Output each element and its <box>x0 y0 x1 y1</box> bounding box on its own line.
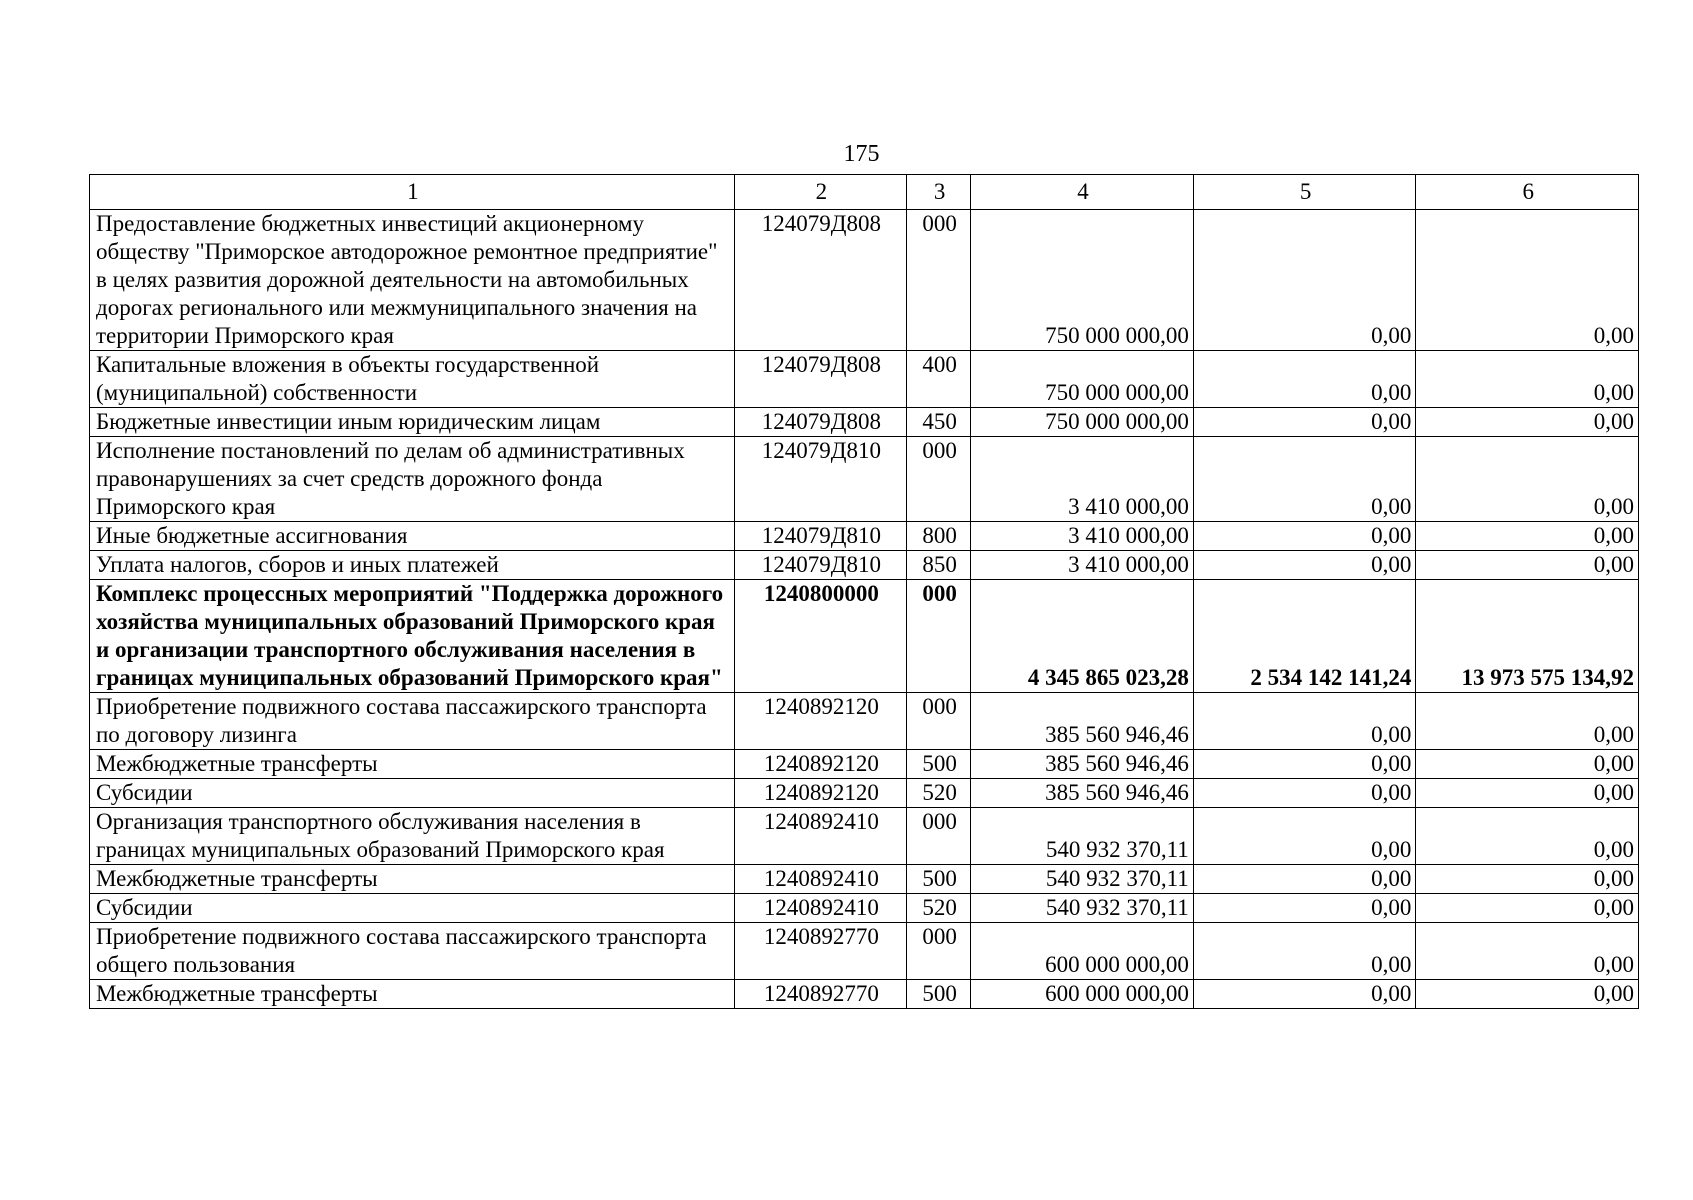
row-value-3: 0,00 <box>1416 210 1639 351</box>
row-value-3: 0,00 <box>1416 923 1639 980</box>
row-value-1: 750 000 000,00 <box>971 351 1194 408</box>
row-name: Межбюджетные трансферты <box>90 750 735 779</box>
header-col-2: 2 <box>734 175 906 210</box>
row-value-3: 0,00 <box>1416 551 1639 580</box>
row-value-1: 600 000 000,00 <box>971 923 1194 980</box>
row-value-2: 0,00 <box>1193 351 1416 408</box>
row-value-1: 600 000 000,00 <box>971 980 1194 1009</box>
row-value-3: 0,00 <box>1416 351 1639 408</box>
row-code: 1240892410 <box>734 808 906 865</box>
row-value-2: 2 534 142 141,24 <box>1193 580 1416 693</box>
row-type: 000 <box>907 580 971 693</box>
row-type: 850 <box>907 551 971 580</box>
row-value-1: 540 932 370,11 <box>971 865 1194 894</box>
row-value-2: 0,00 <box>1193 750 1416 779</box>
row-type: 400 <box>907 351 971 408</box>
row-code: 1240892410 <box>734 894 906 923</box>
table-row <box>90 408 1639 437</box>
row-name: Исполнение постановлений по делам об административных правонарушениях за счет средств дорожного фонда Приморского края <box>90 437 735 522</box>
row-name: Приобретение подвижного состава пассажирского транспорта по договору лизинга <box>90 693 735 750</box>
row-name: Субсидии <box>90 779 735 808</box>
row-value-2: 0,00 <box>1193 779 1416 808</box>
row-code: 124079Д810 <box>734 437 906 522</box>
row-value-2: 0,00 <box>1193 210 1416 351</box>
row-name: Приобретение подвижного состава пассажирского транспорта общего пользования <box>90 923 735 980</box>
row-type: 000 <box>907 923 971 980</box>
table-row <box>90 693 1639 750</box>
table-row <box>90 894 1639 923</box>
row-value-3: 0,00 <box>1416 693 1639 750</box>
row-type: 000 <box>907 693 971 750</box>
table-header-row <box>90 175 1639 210</box>
row-value-2: 0,00 <box>1193 522 1416 551</box>
row-name: Организация транспортного обслуживания населения в границах муниципальных образований Приморского края <box>90 808 735 865</box>
row-code: 124079Д810 <box>734 522 906 551</box>
row-value-3: 0,00 <box>1416 980 1639 1009</box>
row-name: Межбюджетные трансферты <box>90 980 735 1009</box>
row-type: 520 <box>907 894 971 923</box>
table-row <box>90 522 1639 551</box>
row-value-1: 385 560 946,46 <box>971 750 1194 779</box>
row-code: 124079Д808 <box>734 351 906 408</box>
row-code: 1240892120 <box>734 750 906 779</box>
row-value-1: 3 410 000,00 <box>971 551 1194 580</box>
row-value-1: 750 000 000,00 <box>971 408 1194 437</box>
row-type: 000 <box>907 808 971 865</box>
header-col-4: 4 <box>971 175 1194 210</box>
row-name: Иные бюджетные ассигнования <box>90 522 735 551</box>
row-code: 124079Д808 <box>734 210 906 351</box>
row-name: Уплата налогов, сборов и иных платежей <box>90 551 735 580</box>
row-value-1: 4 345 865 023,28 <box>971 580 1194 693</box>
table-row <box>90 210 1639 351</box>
row-name: Комплекс процессных мероприятий "Поддержка дорожного хозяйства муниципальных образований Приморского края и организации транспортного обслуживания населения в границах муниципальных образований Приморского края" <box>90 580 735 693</box>
page-number: 175 <box>843 141 880 167</box>
row-type: 520 <box>907 779 971 808</box>
row-value-2: 0,00 <box>1193 865 1416 894</box>
header-col-5: 5 <box>1193 175 1416 210</box>
table-row <box>90 865 1639 894</box>
table-row <box>90 351 1639 408</box>
row-value-3: 0,00 <box>1416 808 1639 865</box>
row-value-2: 0,00 <box>1193 408 1416 437</box>
row-type: 500 <box>907 980 971 1009</box>
row-value-3: 0,00 <box>1416 750 1639 779</box>
row-value-3: 0,00 <box>1416 522 1639 551</box>
table-row <box>90 923 1639 980</box>
table-row-section <box>90 580 1639 693</box>
row-value-2: 0,00 <box>1193 551 1416 580</box>
row-value-3: 0,00 <box>1416 865 1639 894</box>
row-value-2: 0,00 <box>1193 808 1416 865</box>
row-value-1: 3 410 000,00 <box>971 522 1194 551</box>
row-value-3: 0,00 <box>1416 437 1639 522</box>
row-name: Бюджетные инвестиции иным юридическим лицам <box>90 408 735 437</box>
row-value-3: 0,00 <box>1416 779 1639 808</box>
row-code: 1240892410 <box>734 865 906 894</box>
budget-table <box>89 174 1639 1009</box>
row-name: Субсидии <box>90 894 735 923</box>
row-name: Межбюджетные трансферты <box>90 865 735 894</box>
row-type: 500 <box>907 865 971 894</box>
row-value-1: 385 560 946,46 <box>971 693 1194 750</box>
row-code: 124079Д808 <box>734 408 906 437</box>
row-code: 124079Д810 <box>734 551 906 580</box>
row-code: 1240892770 <box>734 923 906 980</box>
row-value-3: 0,00 <box>1416 408 1639 437</box>
row-value-1: 385 560 946,46 <box>971 779 1194 808</box>
row-type: 500 <box>907 750 971 779</box>
row-code: 1240800000 <box>734 580 906 693</box>
row-code: 1240892120 <box>734 779 906 808</box>
row-code: 1240892770 <box>734 980 906 1009</box>
row-value-2: 0,00 <box>1193 894 1416 923</box>
row-value-3: 13 973 575 134,92 <box>1416 580 1639 693</box>
row-type: 000 <box>907 210 971 351</box>
row-value-2: 0,00 <box>1193 693 1416 750</box>
row-code: 1240892120 <box>734 693 906 750</box>
row-value-1: 750 000 000,00 <box>971 210 1194 351</box>
row-type: 450 <box>907 408 971 437</box>
row-value-2: 0,00 <box>1193 437 1416 522</box>
table-row <box>90 980 1639 1009</box>
row-value-1: 3 410 000,00 <box>971 437 1194 522</box>
row-name: Предоставление бюджетных инвестиций акционерному обществу "Приморское автодорожное ремонтное предприятие" в целях развития дорожной деятельности на автомобильных дорогах регионального или межмуниципального значения на территории Приморского края <box>90 210 735 351</box>
table-row <box>90 779 1639 808</box>
row-value-1: 540 932 370,11 <box>971 808 1194 865</box>
header-col-6: 6 <box>1416 175 1639 210</box>
row-type: 800 <box>907 522 971 551</box>
header-col-1: 1 <box>90 175 735 210</box>
table-row <box>90 808 1639 865</box>
row-value-2: 0,00 <box>1193 980 1416 1009</box>
table-row <box>90 750 1639 779</box>
table-row <box>90 437 1639 522</box>
row-value-1: 540 932 370,11 <box>971 894 1194 923</box>
row-value-3: 0,00 <box>1416 894 1639 923</box>
row-value-2: 0,00 <box>1193 923 1416 980</box>
table-row <box>90 551 1639 580</box>
row-name: Капитальные вложения в объекты государственной (муниципальной) собственности <box>90 351 735 408</box>
header-col-3: 3 <box>907 175 971 210</box>
row-type: 000 <box>907 437 971 522</box>
